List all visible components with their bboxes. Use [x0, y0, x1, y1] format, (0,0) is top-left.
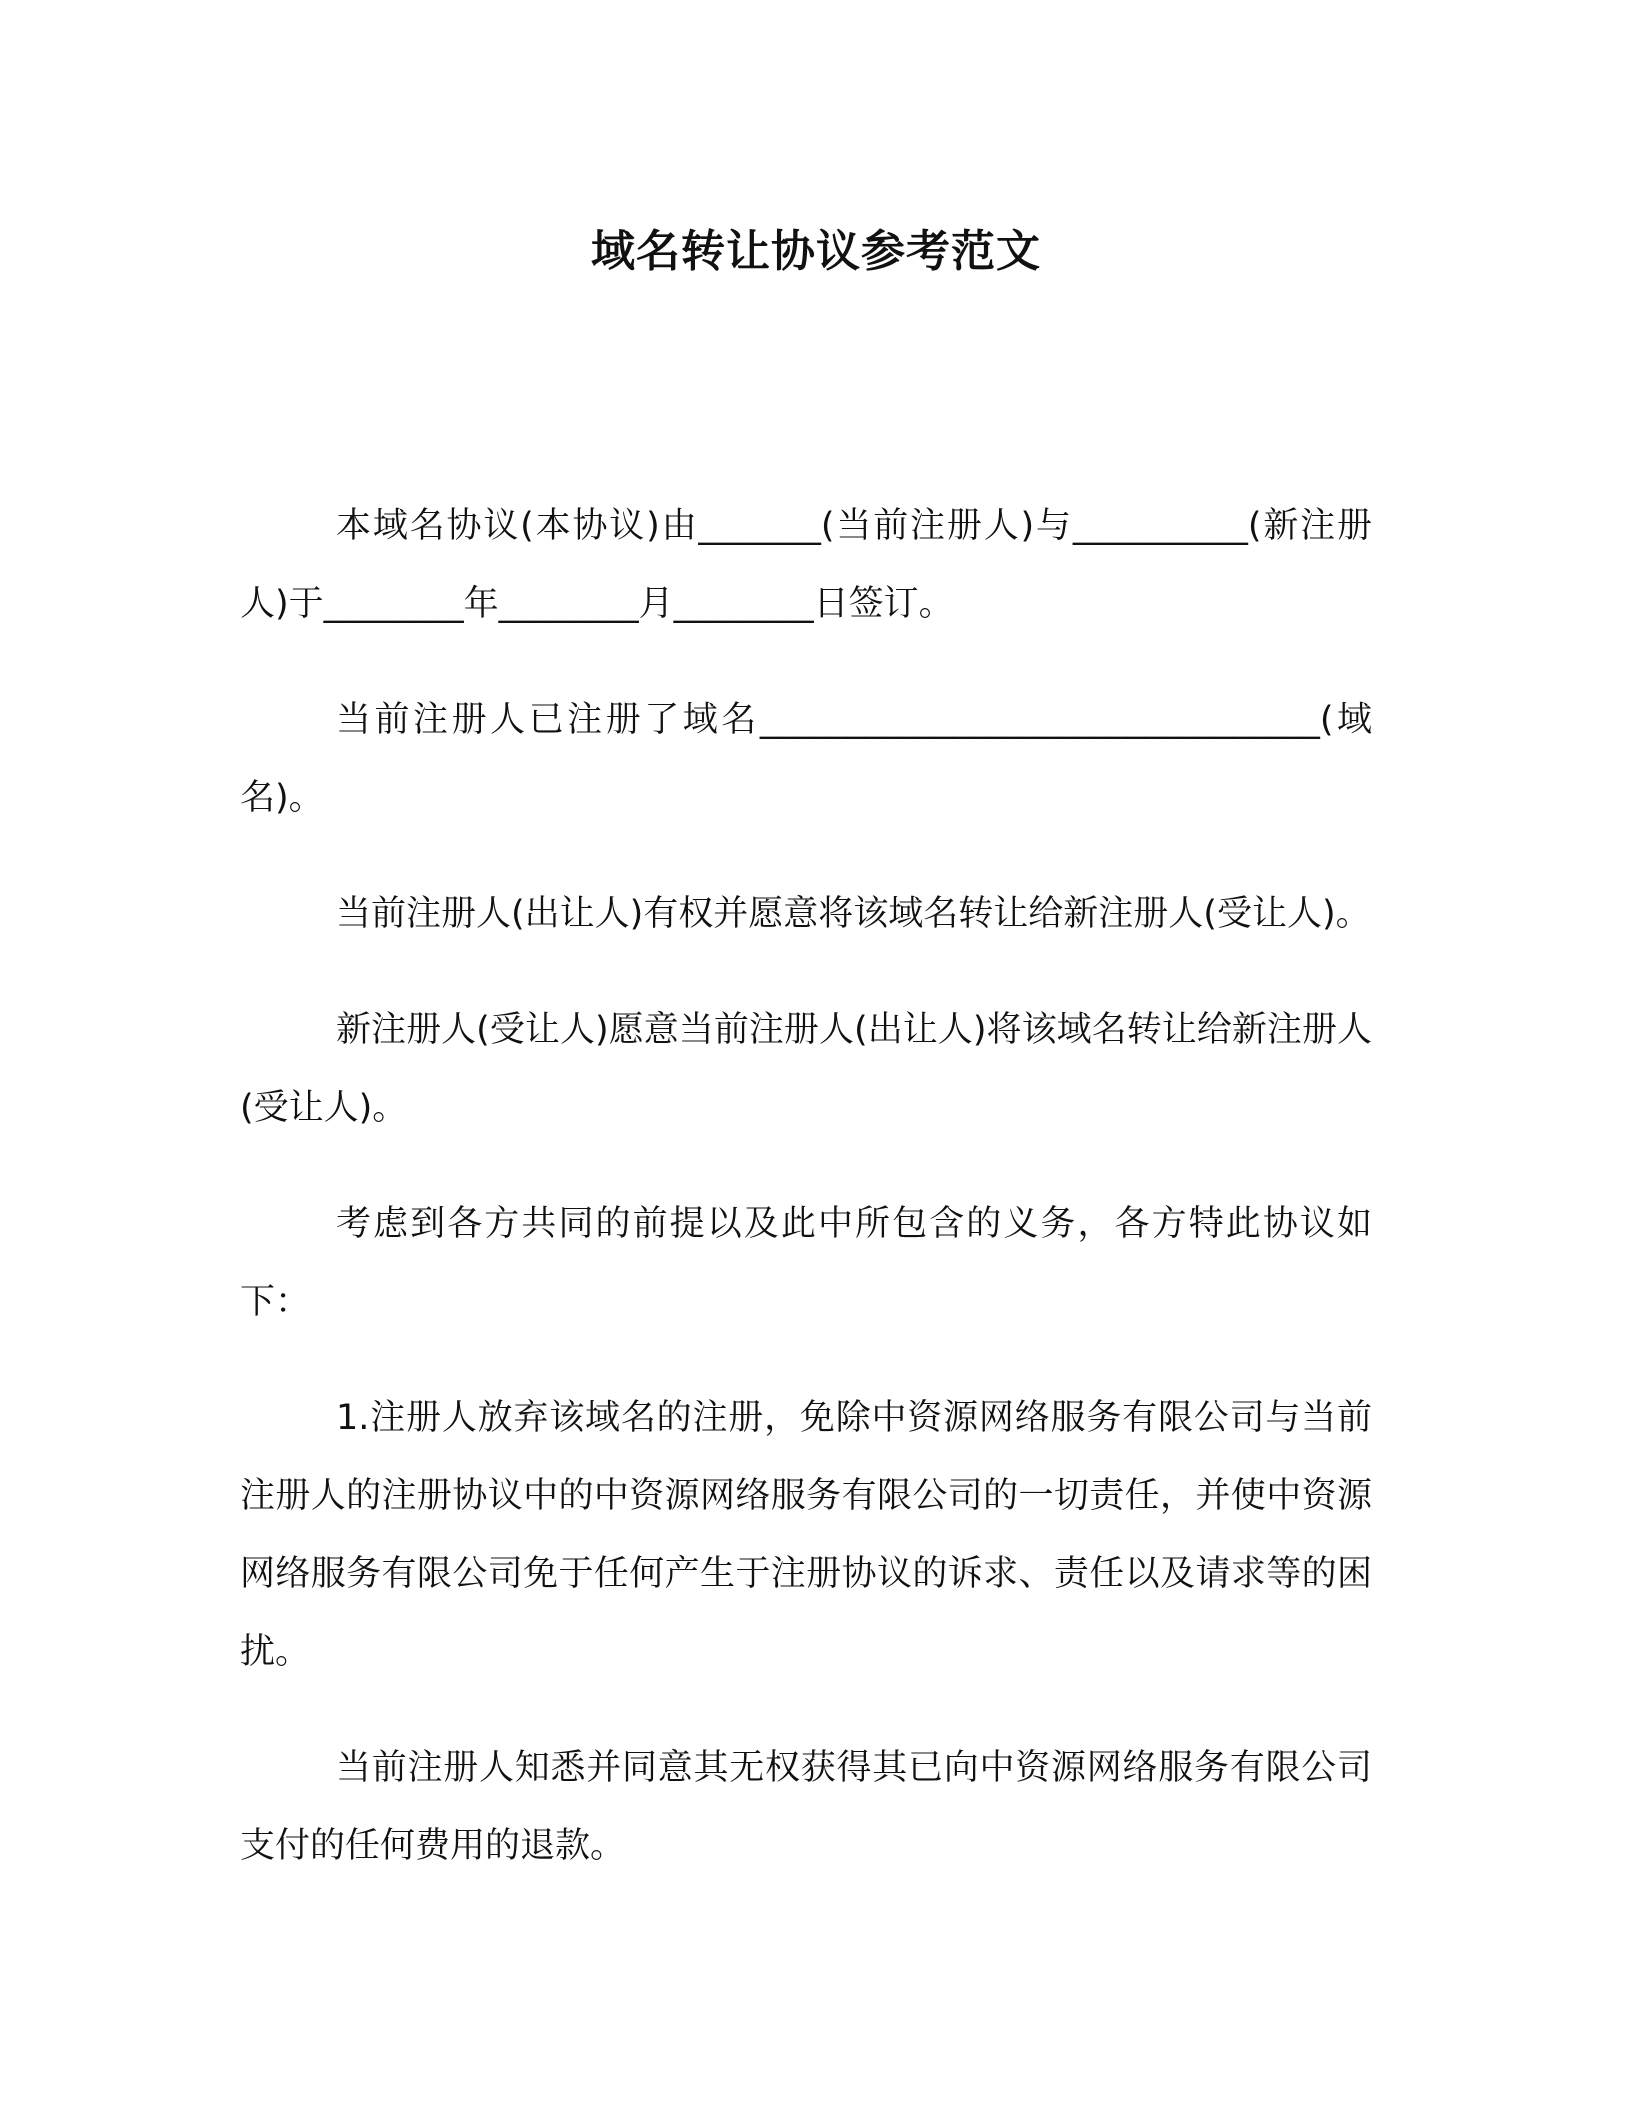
paragraph-agreement-parties: 本域名协议(本协议)由_______(当前注册人)与__________(新注册人)于________年________月________日签订。: [240, 506, 1372, 624]
paragraph-transferor-willing: 当前注册人(出让人)有权并愿意将该域名转让给新注册人(受让人)。: [336, 894, 1371, 934]
paragraph-agreement-preamble: 考虑到各方共同的前提以及此中所包含的义务，各方特此协议如下：: [240, 1204, 1372, 1322]
paragraph-transferee-willing: 新注册人(受让人)愿意当前注册人(出让人)将该域名转让给新注册人(受让人)。: [240, 1010, 1372, 1128]
document-body: [240, 487, 1372, 1923]
paragraph-registered-domain: 当前注册人已注册了域名________________________________(域名)。: [240, 700, 1372, 818]
document-title: 域名转让协议参考范文: [591, 226, 1041, 277]
paragraph-no-refund: 当前注册人知悉并同意其无权获得其已向中资源网络服务有限公司支付的任何费用的退款。: [240, 1748, 1372, 1866]
paragraph-clause-1: 1.注册人放弃该域名的注册，免除中资源网络服务有限公司与当前注册人的注册协议中的中资源网络服务有限公司的一切责任，并使中资源网络服务有限公司免于任何产生于注册协议的诉求、责任以及请求等的困扰。: [240, 1398, 1372, 1672]
